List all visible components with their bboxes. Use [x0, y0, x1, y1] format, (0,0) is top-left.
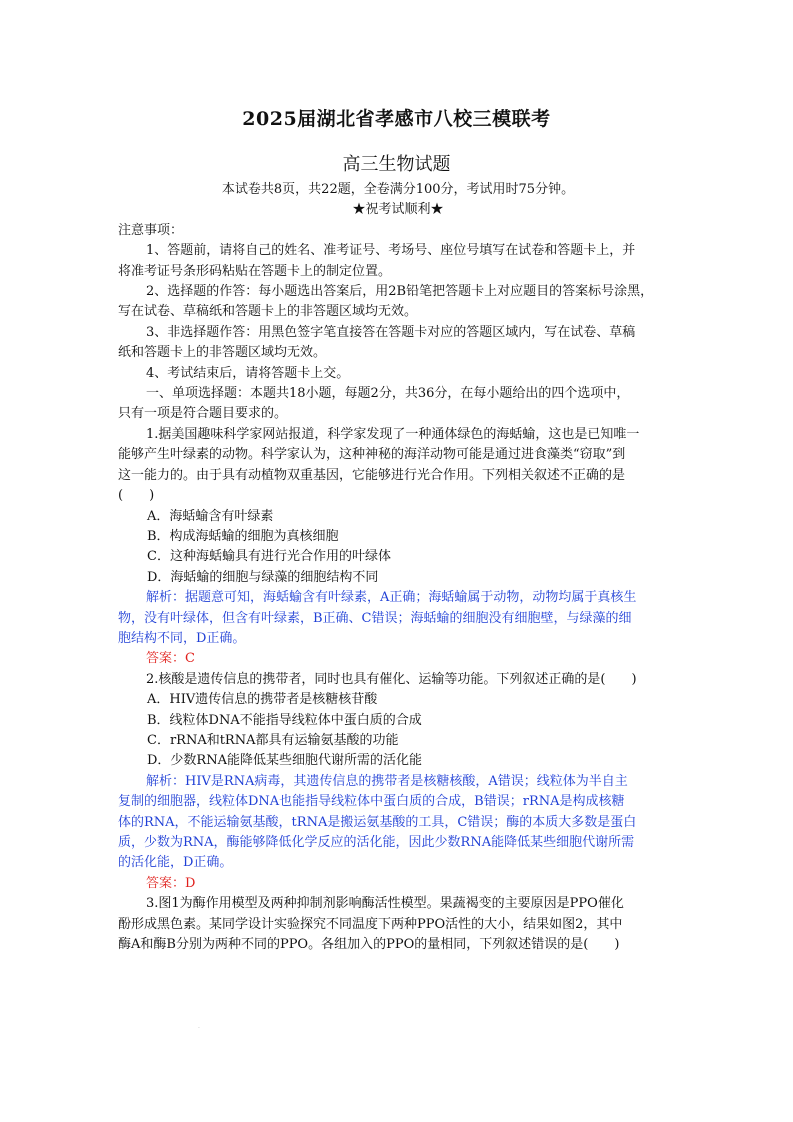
exam-wish: ★祝考试顺利★ — [352, 202, 444, 218]
q3-stem-line-2: 酚形成黑色素。某同学设计实验探究不同温度下两种PPO活性的大小，结果如图2，其中 — [118, 916, 623, 932]
notice-item-3-line-1: 3、非选择题作答：用黑色签字笔直接答在答题卡对应的答题区域内，写在试卷、草稿 — [146, 324, 636, 340]
q1-option-d: D．海蛞蝓的细胞与绿藻的细胞结构不同 — [147, 569, 379, 585]
q1-stem-line-2: 能够产生叶绿素的动物。科学家认为，这种神秘的海洋动物可能是通过进食藻类“窃取”到 — [118, 447, 626, 463]
q1-option-b: B．构成海蛞蝓的细胞为真核细胞 — [147, 528, 339, 544]
q1-analysis-line-2: 物，没有叶绿体，但含有叶绿素，B正确、C错误；海蛞蝓的细胞没有细胞壁，与绿藻的细 — [118, 610, 632, 626]
section-heading-line-1: 一、单项选择题：本题共18小题，每题2分，共36分，在每小题给出的四个选项中， — [146, 386, 630, 402]
notice-item-2-line-1: 2、选择题的作答：每小题选出答案后，用2B铅笔把答题卡上对应题目的答案标号涂黑， — [146, 284, 654, 300]
q2-analysis-line-3: 体的RNA，不能运输氨基酸，tRNA是搬运氨基酸的工具，C错误；酶的本质大多数是蛋白 — [118, 814, 637, 830]
notice-item-4: 4、考试结束后，请将答题卡上交。 — [146, 365, 350, 381]
q2-analysis-line-4: 质，少数为RNA，酶能够降低化学反应的活化能，因此少数RNA能降低某些细胞代谢所需 — [118, 835, 635, 850]
notice-item-1-line-2: 将准考证号条形码粘贴在答题卡上的制定位置。 — [118, 263, 392, 279]
q1-answer: 答案：C — [146, 651, 195, 667]
exam-subtitle: 高三生物试题 — [342, 154, 451, 175]
q3-stem-line-1: 3.图1为酶作用模型及两种抑制剂影响酶活性模型。果蔬褐变的主要原因是PPO催化 — [146, 896, 624, 912]
q2-option-c: C．rRNA和tRNA都具有运输氨基酸的功能 — [147, 732, 399, 748]
q1-stem-line-1: 1.据美国趣味科学家网站报道，科学家发现了一种通体绿色的海蛞蝓，这也是已知唯一 — [146, 426, 640, 442]
q1-stem-line-4: ( ) — [118, 488, 155, 504]
q2-answer: 答案：D — [146, 875, 196, 891]
q1-option-c: C．这种海蛞蝓具有进行光合作用的叶绿体 — [147, 549, 391, 565]
q2-analysis-line-1: 解析：HIV是RNA病毒，其遗传信息的携带者是核糖核酸，A错误；线粒体为半自主 — [146, 773, 628, 789]
q3-stem-line-3: 酶A和酶B分别为两种不同的PPO。各组加入的PPO的量相同，下列叙述错误的是( ) — [118, 937, 620, 953]
q1-analysis-line-3: 胞结构不同，D正确。 — [118, 630, 246, 646]
notice-heading: 注意事项： — [118, 222, 184, 238]
q2-stem-line-1: 2.核酸是遗传信息的携带者，同时也具有催化、运输等功能。下列叙述正确的是( ) — [146, 671, 637, 687]
document-body — [118, 180, 678, 955]
notice-item-2-line-2: 写在试卷、草稿纸和答题卡上的非答题区域均无效。 — [118, 304, 418, 320]
section-heading-line-2: 只有一项是符合题目要求的。 — [118, 406, 288, 422]
q1-option-a: A．海蛞蝓含有叶绿素 — [147, 508, 274, 524]
q2-option-d: D．少数RNA能降低某些细胞代谢所需的活化能 — [147, 753, 422, 769]
q1-analysis-line-1: 解析：据题意可知，海蛞蝓含有叶绿素，A正确；海蛞蝓属于动物，动物均属于真核生 — [146, 590, 637, 606]
notice-item-3-line-2: 纸和答题卡上的非答题区域均无效。 — [118, 345, 327, 361]
q2-option-a: A．HIV遗传信息的携带者是核糖核苷酸 — [147, 692, 378, 708]
notice-item-1-line-1: 1、答题前，请将自己的姓名、准考证号、考场号、座位号填写在试卷和答题卡上，并 — [146, 243, 636, 259]
q2-analysis-line-5: 的活化能，D正确。 — [118, 855, 233, 871]
q2-analysis-line-2: 复制的细胞器，线粒体DNA也能指导线粒体中蛋白质的合成，B错误；rRNA是构成核糖 — [118, 794, 625, 810]
exam-title: 2025届湖北省孝感市八校三模联考 — [242, 108, 551, 130]
exam-info: 本试卷共8页，共22题，全卷满分100分，考试用时75分钟。 — [221, 182, 575, 197]
q1-stem-line-3: 这一能力的。由于具有动植物双重基因，它能够进行光合作用。下列相关叙述不正确的是 — [118, 467, 626, 483]
footer-mark: . — [198, 1023, 200, 1030]
q2-option-b: B．线粒体DNA不能指导线粒体中蛋白质的合成 — [147, 712, 422, 728]
